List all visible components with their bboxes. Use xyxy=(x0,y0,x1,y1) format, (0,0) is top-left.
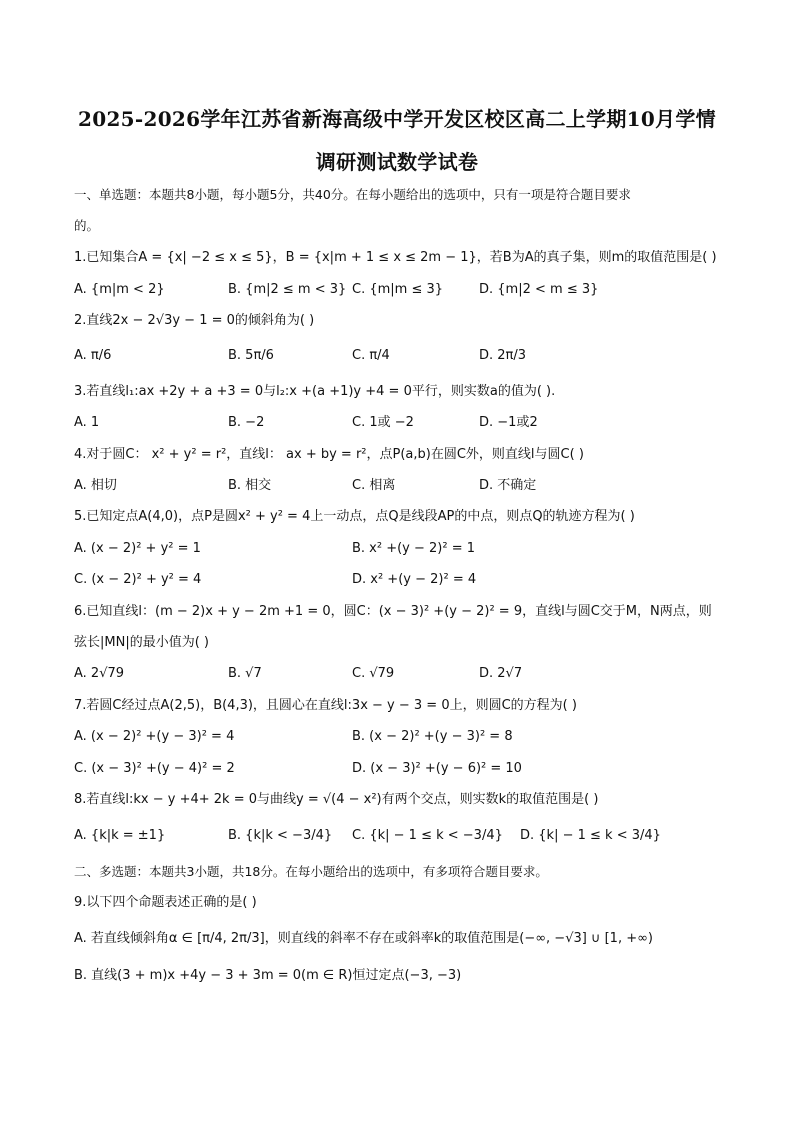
q3-option-d: D. −1或2 xyxy=(479,415,538,430)
question-2: 2.直线2x − 2√3y − 1 = 0的倾斜角为( ) xyxy=(74,313,315,328)
q7-option-a: A. (x − 2)² +(y − 3)² = 4 xyxy=(74,729,235,744)
question-3: 3.若直线l₁:ax +2y + a +3 = 0与l₂:x +(a +1)y +4 = 0平行，则实数a的值为( ). xyxy=(74,384,556,399)
q9-option-a: A. 若直线倾斜角α ∈ [π/4, 2π/3]，则直线的斜率不存在或斜率k的取值范围是(−∞, −√3] ∪ [1, +∞) xyxy=(74,931,654,946)
exam-title-line1: 2025-2026学年江苏省新海高级中学开发区校区高二上学期10月学情 xyxy=(78,107,716,131)
q1-option-d: D. {m|2 < m ≤ 3} xyxy=(479,282,599,297)
q2-option-d: D. 2π/3 xyxy=(479,348,527,363)
q3-option-a: A. 1 xyxy=(74,415,100,430)
question-6-cont: 弦长|MN|的最小值为( ) xyxy=(74,635,209,650)
question-8: 8.若直线l:kx − y +4+ 2k = 0与曲线y = √(4 − x²)有两个交点，则实数k的取值范围是( ) xyxy=(74,792,599,807)
q8-option-b: B. {k|k < −3/4} xyxy=(228,828,333,843)
q2-option-b: B. 5π/6 xyxy=(228,348,274,363)
q1-option-b: B. {m|2 ≤ m < 3} xyxy=(228,282,347,297)
q7-option-d: D. (x − 3)² +(y − 6)² = 10 xyxy=(352,761,522,776)
q5-option-c: C. (x − 2)² + y² = 4 xyxy=(74,572,202,587)
q1-option-a: A. {m|m < 2} xyxy=(74,282,165,297)
question-6: 6.已知直线l：(m − 2)x + y − 2m +1 = 0，圆C：(x − 3)² +(y − 2)² = 9，直线l与圆C交于M，N两点，则 xyxy=(74,604,712,619)
q7-option-c: C. (x − 3)² +(y − 4)² = 2 xyxy=(74,761,235,776)
section2-heading: 二、多选题：本题共3小题，共18分。在每小题给出的选项中，有多项符合题目要求。 xyxy=(74,864,548,879)
q5-option-b: B. x² +(y − 2)² = 1 xyxy=(352,541,476,556)
q6-option-d: D. 2√7 xyxy=(479,666,523,681)
q7-option-b: B. (x − 2)² +(y − 3)² = 8 xyxy=(352,729,513,744)
question-4: 4.对于圆C： x² + y² = r²，直线l： ax + by = r²，点P(a,b)在圆C外，则直线l与圆C( ) xyxy=(74,447,584,462)
q6-option-c: C. √79 xyxy=(352,666,395,681)
q5-option-a: A. (x − 2)² + y² = 1 xyxy=(74,541,201,556)
exam-title-line2: 调研测试数学试卷 xyxy=(315,150,479,174)
q4-option-b: B. 相交 xyxy=(228,478,272,493)
q5-option-d: D. x² +(y − 2)² = 4 xyxy=(352,572,477,587)
q2-option-c: C. π/4 xyxy=(352,348,390,363)
q8-option-c: C. {k| − 1 ≤ k < −3/4} xyxy=(352,828,503,843)
q4-option-d: D. 不确定 xyxy=(479,478,537,493)
q4-option-c: C. 相离 xyxy=(352,478,396,493)
question-1: 1.已知集合A = {x| −2 ≤ x ≤ 5}，B = {x|m + 1 ≤ x ≤ 2m − 1}，若B为A的真子集，则m的取值范围是( ) xyxy=(74,250,717,265)
q1-option-c: C. {m|m ≤ 3} xyxy=(352,282,444,297)
question-9: 9.以下四个命题表述正确的是( ) xyxy=(74,895,257,910)
q3-option-b: B. −2 xyxy=(228,415,265,430)
q3-option-c: C. 1或 −2 xyxy=(352,415,414,430)
section1-heading: 一、单选题：本题共8小题，每小题5分，共40分。在每小题给出的选项中，只有一项是符合题目要求 xyxy=(74,187,631,202)
q6-option-b: B. √7 xyxy=(228,666,262,681)
q8-option-d: D. {k| − 1 ≤ k < 3/4} xyxy=(520,828,661,843)
question-7: 7.若圆C经过点A(2,5)，B(4,3)，且圆心在直线l:3x − y − 3 = 0上，则圆C的方程为( ) xyxy=(74,698,577,713)
q6-option-a: A. 2√79 xyxy=(74,666,125,681)
section1-heading-cont: 的。 xyxy=(74,218,100,233)
question-5: 5.已知定点A(4,0)，点P是圆x² + y² = 4上一动点，点Q是线段AP的中点，则点Q的轨迹方程为( ) xyxy=(74,509,635,524)
q4-option-a: A. 相切 xyxy=(74,478,117,493)
q9-option-b: B. 直线(3 + m)x +4y − 3 + 3m = 0(m ∈ R)恒过定点(−3, −3) xyxy=(74,968,462,983)
q2-option-a: A. π/6 xyxy=(74,348,112,363)
q8-option-a: A. {k|k = ±1} xyxy=(74,828,166,843)
